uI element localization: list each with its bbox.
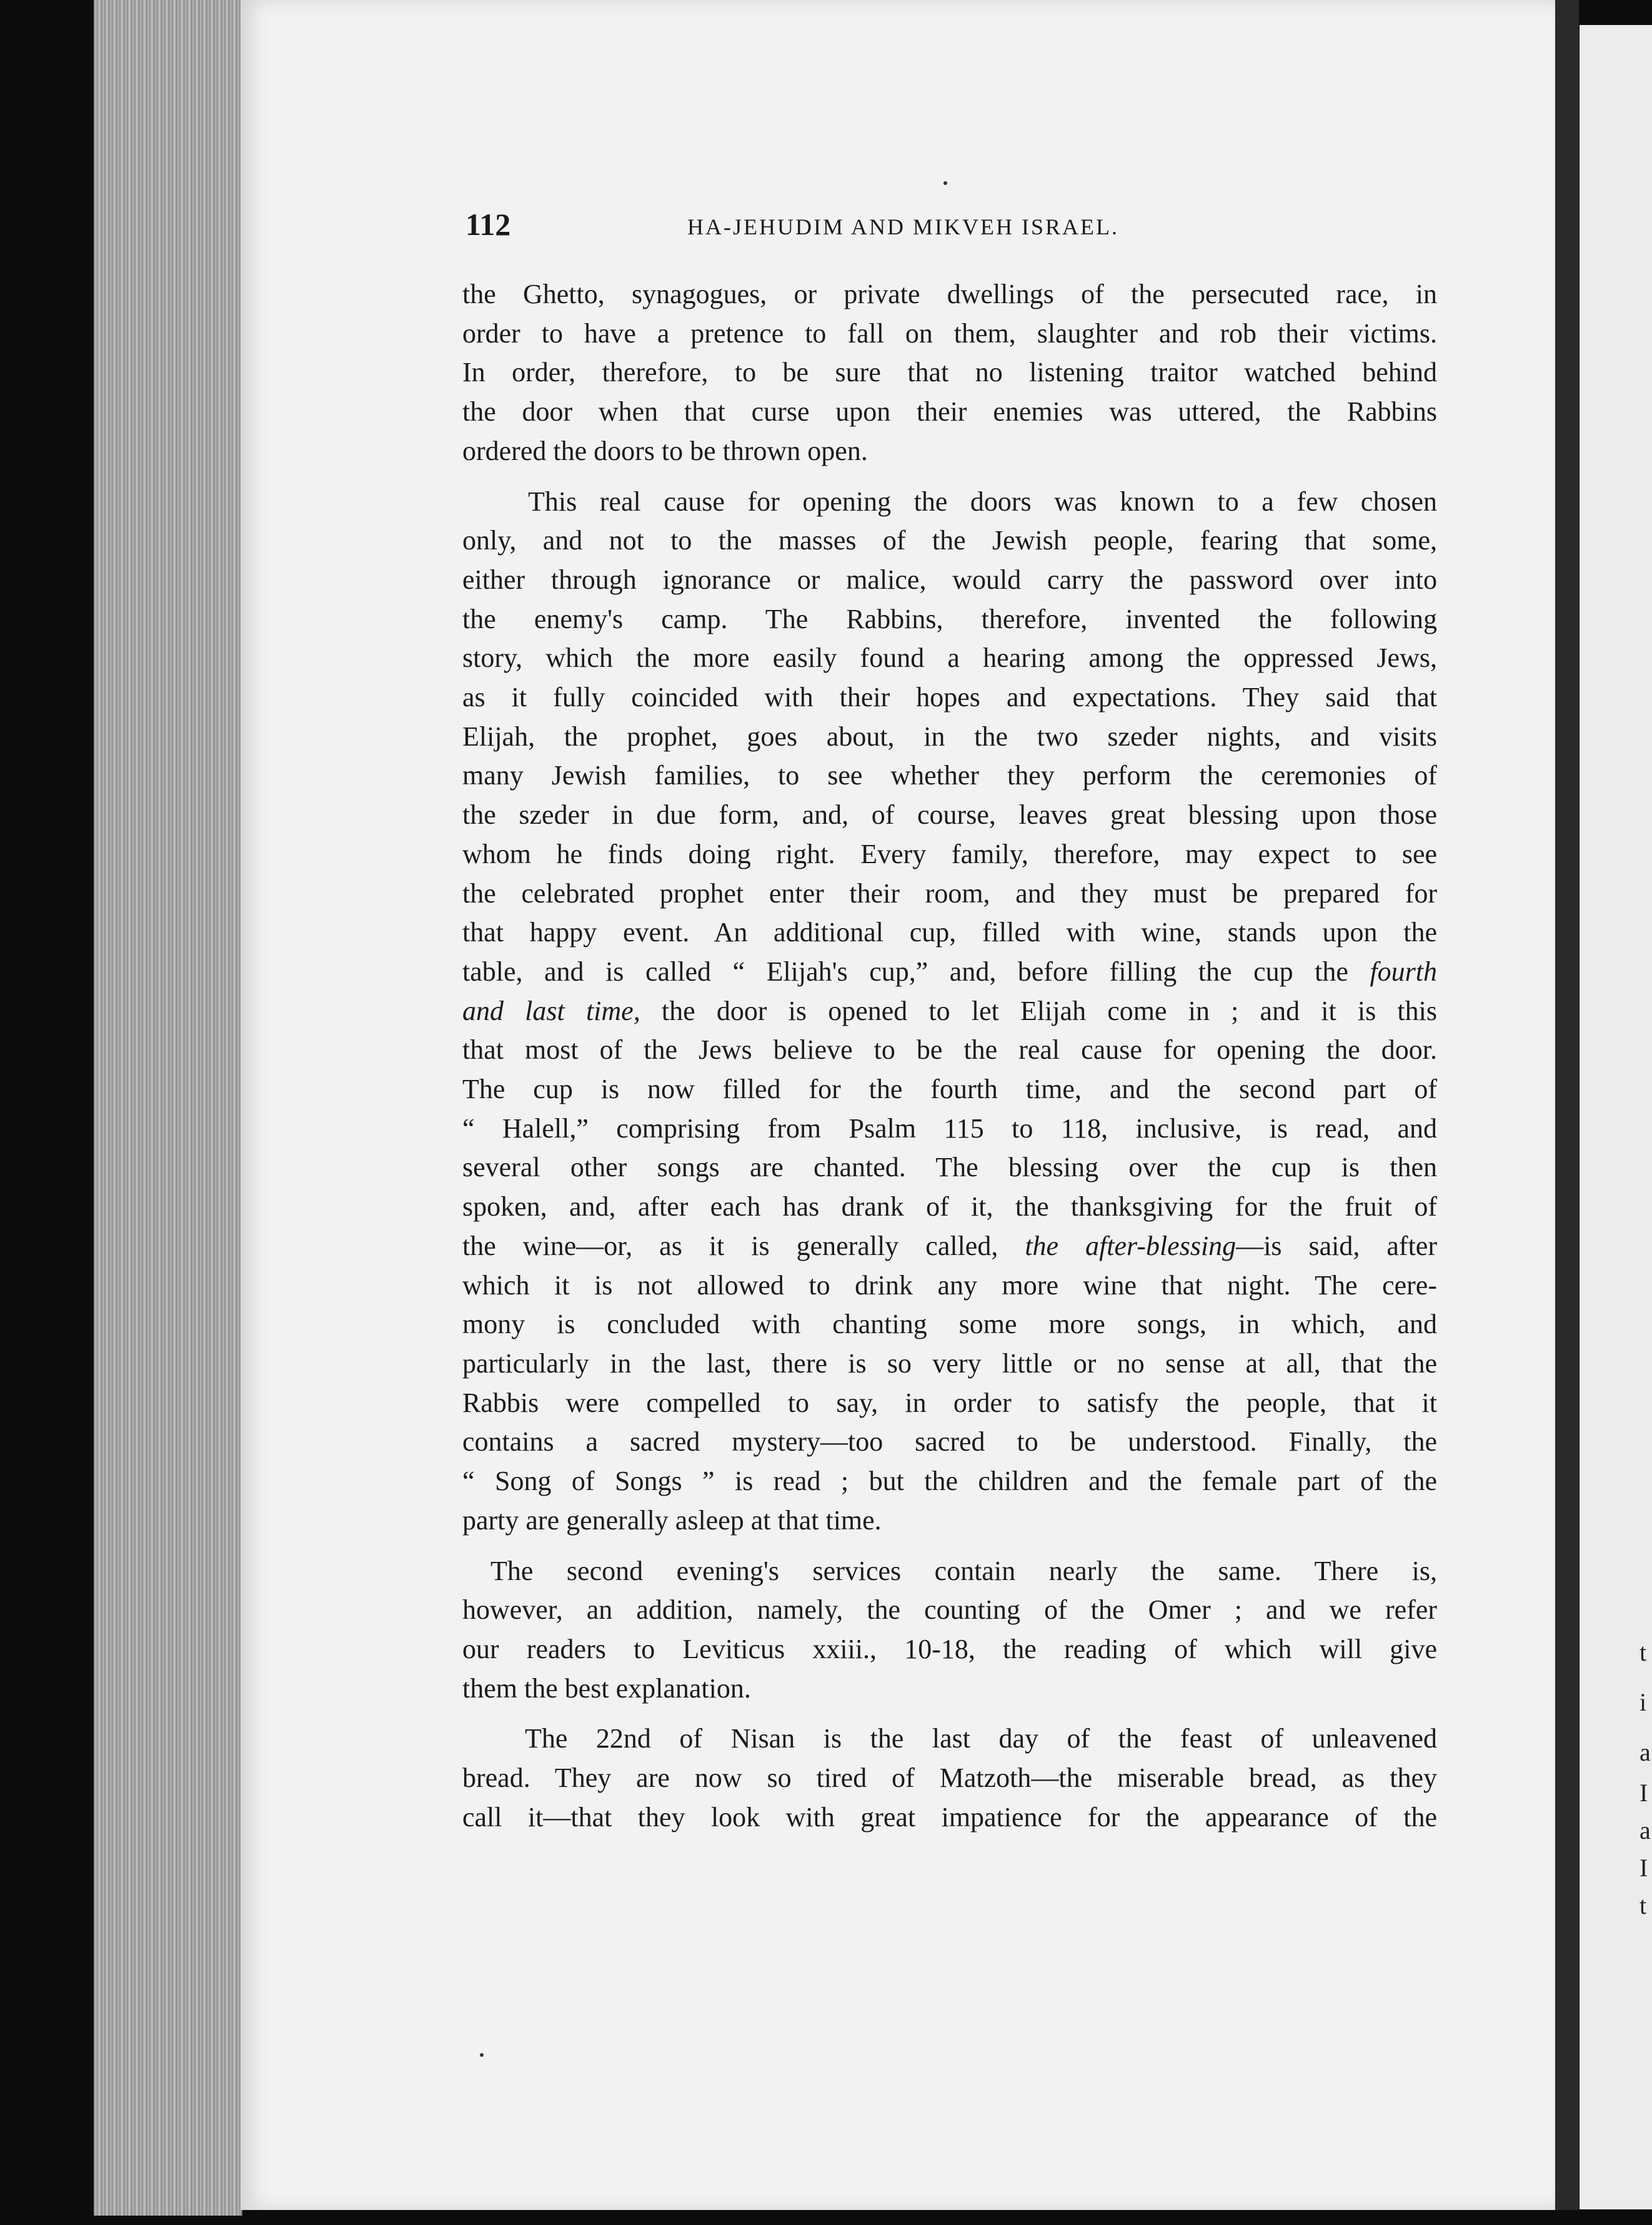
text-line: party are generally asleep at that time. — [462, 1504, 882, 1536]
text-run: the wine—or, as it is generally called, — [462, 1230, 1025, 1261]
text-line: the celebrated prophet enter their room, and they must be prepared for — [462, 878, 1437, 909]
text-line: that most of the Jews believe to be the real cause for opening the door. — [462, 1034, 1437, 1066]
facing-page-fragment: t — [1640, 1638, 1647, 1666]
text-line: the Ghetto, synagogues, or private dwellings of the persecuted race, in — [462, 279, 1437, 309]
facing-page-fragment: a — [1640, 1738, 1651, 1766]
text-line: “ Halell,” comprising from Psalm 115 to 118, inclusive, is read, and — [462, 1112, 1437, 1144]
text-line — [462, 992, 1437, 1031]
text-line: Rabbis were compelled to say, in order to satisfy the people, that it — [462, 1387, 1437, 1418]
italic-run: fourth — [1370, 956, 1438, 987]
book-page-edges — [94, 0, 242, 2216]
text-line: either through ignorance or malice, would carry the password over into — [462, 564, 1437, 595]
paragraph — [462, 1552, 1437, 1709]
paragraph — [462, 1719, 1437, 1837]
text-line: This real cause for opening the doors was known to a few chosen — [528, 486, 1437, 517]
facing-page-fragment: I — [1640, 1779, 1648, 1807]
text-run: —is said, after — [1236, 1230, 1437, 1261]
page-header — [465, 206, 1440, 244]
facing-page-fragment: a — [1640, 1816, 1651, 1844]
text-line: as it fully coincided with their hopes and expectations. They said that — [462, 682, 1437, 713]
text-line: bread. They are now so tired of Matzoth—the miserable bread, as they — [462, 1762, 1437, 1794]
text-line: ordered the doors to be thrown open. — [462, 435, 868, 466]
text-line — [462, 952, 1437, 992]
text-line: them the best explanation. — [462, 1672, 751, 1704]
text-line: mony is concluded with chanting some more songs, in which, and — [462, 1309, 1437, 1340]
running-head: HA-JEHUDIM AND MIKVEH ISRAEL. — [687, 214, 1119, 239]
text-line: particularly in the last, there is so very little or no sense at all, that the — [462, 1348, 1437, 1379]
text-line: however, an addition, namely, the counting of the Omer ; and we refer — [462, 1594, 1437, 1626]
text-line: our readers to Leviticus xxiii., 10-18, the reading of which will give — [462, 1633, 1437, 1664]
text-line: order to have a pretence to fall on them, slaughter and rob their victims. — [462, 318, 1437, 349]
facing-page-fragment: I — [1640, 1854, 1648, 1882]
text-line: the door when that curse upon their enemies was uttered, the Rabbins — [462, 396, 1437, 428]
text-line: The second evening's services contain nearly the same. There is, — [490, 1555, 1437, 1586]
speck — [943, 181, 947, 185]
text-line: several other songs are chanted. The blessing over the cup is then — [462, 1152, 1437, 1183]
paragraph — [462, 482, 1437, 1541]
text-line: contains a sacred mystery—too sacred to be understood. Finally, the — [462, 1426, 1437, 1458]
text-line: The cup is now filled for the fourth time, and the second part of — [462, 1074, 1437, 1105]
text-line: only, and not to the masses of the Jewish people, fearing that some, — [462, 525, 1437, 556]
text-line: that happy event. An additional cup, filled with wine, stands upon the — [462, 917, 1437, 948]
facing-page-edge — [1580, 25, 1652, 2209]
text-line — [462, 1227, 1437, 1266]
text-run: the door is opened to let Elijah come in ; and it is this — [640, 995, 1437, 1026]
text-line: whom he finds doing right. Every family, therefore, may expect to see — [462, 838, 1437, 869]
text-line: many Jewish families, to see whether they perform the ceremonies of — [462, 760, 1437, 791]
italic-run: the after-blessing — [1025, 1230, 1237, 1261]
text-line: In order, therefore, to be sure that no listening traitor watched behind — [462, 357, 1437, 388]
paragraph — [462, 275, 1437, 471]
text-line: call it—that they look with great impatience for the appearance of the — [462, 1801, 1437, 1832]
page-body — [462, 275, 1437, 1837]
text-line: Elijah, the prophet, goes about, in the two szeder nights, and visits — [462, 721, 1437, 752]
facing-page-fragment: t — [1640, 1891, 1647, 1919]
text-run: table, and is called “ Elijah's cup,” and, before filling the cup the — [462, 956, 1348, 987]
text-line: “ Song of Songs ” is read ; but the children and the female part of the — [462, 1466, 1437, 1497]
text-line: the szeder in due form, and, of course, leaves great blessing upon those — [462, 799, 1437, 831]
text-line: spoken, and, after each has drank of it, the thanksgiving for the fruit of — [462, 1191, 1437, 1222]
text-line: the enemy's camp. The Rabbins, therefore, invented the following — [462, 603, 1437, 634]
text-line: story, which the more easily found a hearing among the oppressed Jews, — [462, 642, 1437, 674]
speck — [480, 2053, 484, 2057]
text-line: which it is not allowed to drink any more wine that night. The cere- — [462, 1269, 1437, 1301]
page-number: 112 — [465, 207, 511, 242]
italic-run: and last time, — [462, 995, 640, 1026]
text-line: The 22nd of Nisan is the last day of the feast of unleavened — [525, 1723, 1437, 1754]
facing-page-fragment: i — [1640, 1688, 1647, 1716]
